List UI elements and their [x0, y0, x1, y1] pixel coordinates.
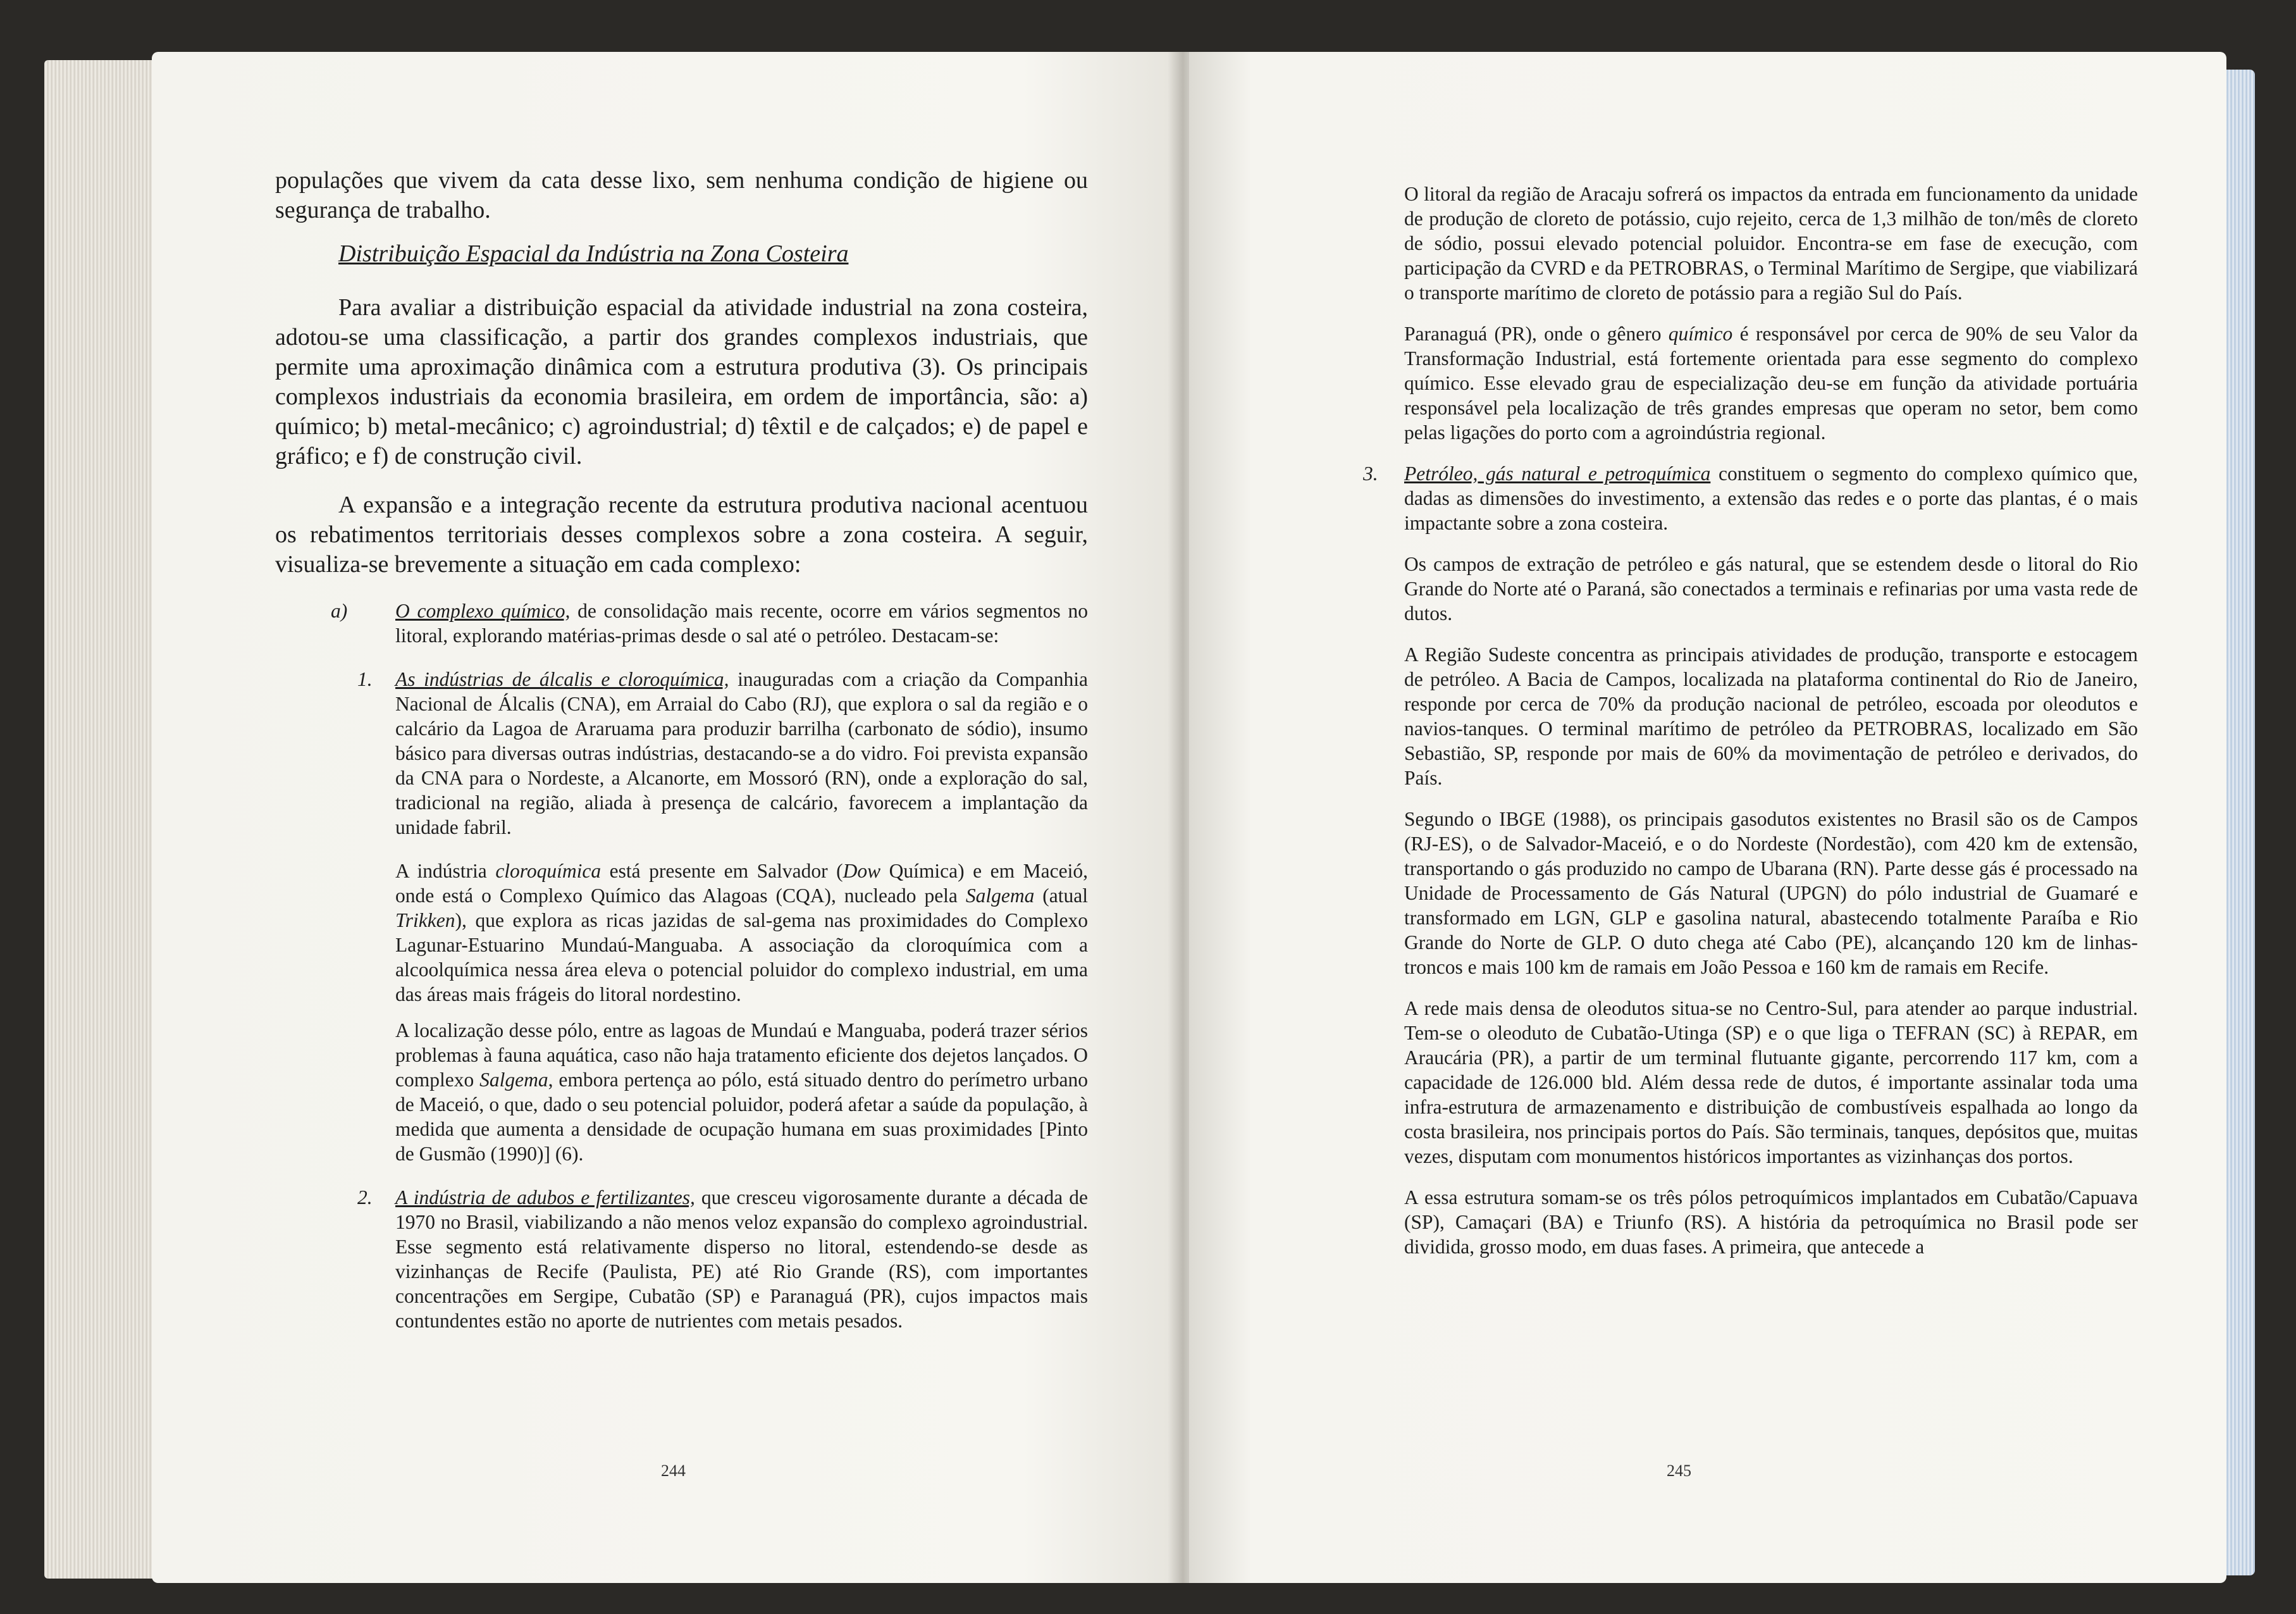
paragraph-polos: A essa estrutura somam-se os três pólos petroquímicos implantados em Cubatão/Capuava (SP), Camaçari (BA) e Triunfo (RS). A história da petroquímica no Brasil pode ser dividida, grosso modo, em duas fases. A primeira, que antecede a	[1404, 1186, 2138, 1258]
paragraph-localizacao: A localização desse pólo, entre as lagoas de Mundaú e Manguaba, poderá trazer sérios problemas à fauna aquática, caso não haja tratamento eficiente dos dejetos lançados. O complexo Salgema, embora pertença ao pólo, está situado dentro do perímetro urbano de Maceió, o que, dado o seu potencial poluidor, poderá afetar a saúde da população, à medida que aumenta a densidade de ocupação humana em suas proximidades [Pinto de Gusmão (1990)] (6).	[395, 1019, 1088, 1165]
paragraph-expansao: A expansão e a integração recente da estrutura produtiva nacional acentuou os rebatimentos territoriais desses complexos sobre a zona costeira. A seguir, visualiza-se brevemente a situação em cada complexo:	[275, 492, 1088, 578]
item-text: inauguradas com a criação da Companhia Nacional de Álcalis (CNA), em Arraial do Cabo (RJ), que explora o sal da região e o calcário da Lagoa de Araruama para produzir barrilha (carbonato de sódio), insumo básico para diversas outras indústrias, destacando-se a do vidro. Foi prevista expansão da CNA para o Nordeste, a Alcanorte, em Mossoró (RN), onde a exploração do sal, tradicional na região, aliada à presença de calcário, favorecem a implantação da unidade fabril.	[395, 668, 1089, 838]
list-marker: 1.	[357, 668, 373, 690]
section-heading: Distribuição Espacial da Indústria na Zona Costeira	[338, 240, 849, 267]
left-page	[152, 52, 1176, 1583]
list-marker: 3.	[1363, 462, 1378, 485]
paragraph-sudeste: A Região Sudeste concentra as principais atividades de produção, transporte e estocagem de petróleo. A Bacia de Campos, localizada na plataforma continental do Rio de Janeiro, responde por cerca de 70% da produção nacional de petróleo, escoada por oleodutos e navios-tanques. O terminal marítimo de petróleo da PETROBRAS, localizado em São Sebastião, SP, responde por mais de 60% da movimentação de petróleo e derivados, do País.	[1404, 643, 2138, 789]
paragraph-campos: Os campos de extração de petróleo e gás natural, que se estendem desde o litoral do Rio Grande do Norte até o Paraná, são conectados a terminais e refinarias por uma vasta rede de dutos.	[1404, 553, 2138, 624]
item-text: de consolidação mais recente, ocorre em vários segmentos no litoral, explorando matérias-primas desde o sal até o petróleo. Destacam-se:	[395, 600, 1088, 647]
item-title: O complexo químico,	[395, 600, 571, 622]
item-title: As indústrias de álcalis e cloroquímica,	[395, 668, 729, 690]
item-text: que cresceu vigorosamente durante a década de 1970 no Brasil, viabilizando a não menos veloz expansão do complexo agroindustrial. Esse segmento está relativamente disperso no litoral, estendendo-se desde as vizinhanças de Recife (Paulista, PE) até Rio Grande (RS), com importantes concentrações em Sergipe, Cubatão (SP) e Paranaguá (PR), cujos impactos mais contundentes estão no aporte de nutrientes com metais pesados.	[395, 1186, 1088, 1332]
paragraph-aracaju: O litoral da região de Aracaju sofrerá os impactos da entrada em funcionamento da unidade de produção de cloreto de potássio, cujo rejeito, cerca de 1,3 milhão de ton/mês de cloreto de sódio, possui elevado potencial poluidor. Encontra-se em fase de execução, com participação da CVRD e da PETROBRAS, o Terminal Marítimo de Sergipe, que viabilizará o transporte marítimo de cloreto de potássio para a região Sul do País.	[1404, 183, 2138, 304]
item-title: A indústria de adubos e fertilizantes,	[395, 1186, 695, 1208]
paragraph-classificacao: Para avaliar a distribuição espacial da atividade industrial na zona costeira, adotou-se uma classificação, a partir dos grandes complexos industriais, que permite uma aproximação dinâmica com a estrutura produtiva (3). Os principais complexos industriais da economia brasileira, em ordem de importância, são: a) químico; b) metal-mecânico; c) agroindustrial; d) têxtil e de calçados; e) de papel e gráfico; e f) de construção civil.	[275, 294, 1088, 469]
list-item-3	[1363, 461, 2139, 535]
item-text: constituem o segmento do complexo químico que, dadas as dimensões do investimento, a extensão das redes e o porte das plantas, é o mais impactante sobre a zona costeira.	[1404, 462, 2139, 534]
left-page-text	[275, 166, 1088, 1333]
right-page-text	[1363, 182, 2139, 1259]
paragraph-rede: A rede mais densa de oleodutos situa-se no Centro-Sul, para atender ao parque industrial. Tem-se o oleoduto de Cubatão-Utinga (SP) e o que liga o TEFRAN (SC) à REPAR, em Araucária (PR), a partir de um terminal flutuante gigante, percorrendo 117 km, com a capacidade de 126.000 bld. Além dessa rede de dutos, é importante assinalar toda uma infra-estrutura de armazenamento e distribuição de combustíveis espalhada ao longo da costa brasileira, nos principais portos do País. São terminais, tanques, depósitos que, muitas vezes, disputam com monumentos históricos importantes as vizinhanças dos portos.	[1404, 997, 2138, 1167]
list-marker: a)	[331, 600, 348, 622]
list-item-2	[275, 1185, 1088, 1333]
paragraph-intro: populações que vivem da cata desse lixo, sem nenhuma condição de higiene ou segurança de trabalho.	[275, 167, 1088, 223]
page-edges-left	[44, 60, 158, 1579]
item-title: Petróleo, gás natural e petroquímica	[1404, 462, 1711, 485]
list-item-1	[275, 667, 1088, 840]
page-number: 245	[1667, 1462, 1691, 1480]
list-item-a	[275, 599, 1088, 648]
paragraph-paranagua: Paranaguá (PR), onde o gênero químico é responsável por cerca de 90% de seu Valor da Transformação Industrial, está fortemente orientada para esse segmento do complexo químico. Esse elevado grau de especialização deu-se em função da atividade portuária responsável pela localização de três grandes empresas que operam no setor, bem como pelas ligações do porto com a agroindústria regional.	[1404, 323, 2138, 444]
paragraph-ibge: Segundo o IBGE (1988), os principais gasodutos existentes no Brasil são os de Campos (RJ-ES), o de Salvador-Maceió, e o do Nordeste (Nordestão), com 420 km de extensão, transportando o gás produzido no campo de Ubarana (RN). Parte desse gás é processado na Unidade de Processamento de Gás Natural (UPGN) do pólo industrial de Guamaré e transformado em LGN, GLP e gasolina natural, abastecendo totalmente Paraíba e Rio Grande do Norte de GLP. O duto chega até Cabo (PE), alcançando 120 km de linhas-troncos e mais 100 km de ramais em João Pessoa e 160 km de ramais em Recife.	[1404, 808, 2138, 978]
page-number: 244	[661, 1462, 686, 1480]
paragraph-cloroquimica: A indústria cloroquímica está presente em Salvador (Dow Química) e em Maceió, onde está o Complexo Químico das Alagoas (CQA), nucleado pela Salgema (atual Trikken), que explora as ricas jazidas de sal-gema nas proximidades do Complexo Lagunar-Estuarino Mundaú-Manguaba. A associação da cloroquímica com a alcoolquímica nessa área eleva o potencial poluidor do complexo industrial, em uma das áreas mais frágeis do litoral nordestino.	[395, 860, 1088, 1005]
right-page	[1189, 52, 2226, 1583]
list-marker: 2.	[357, 1186, 373, 1208]
